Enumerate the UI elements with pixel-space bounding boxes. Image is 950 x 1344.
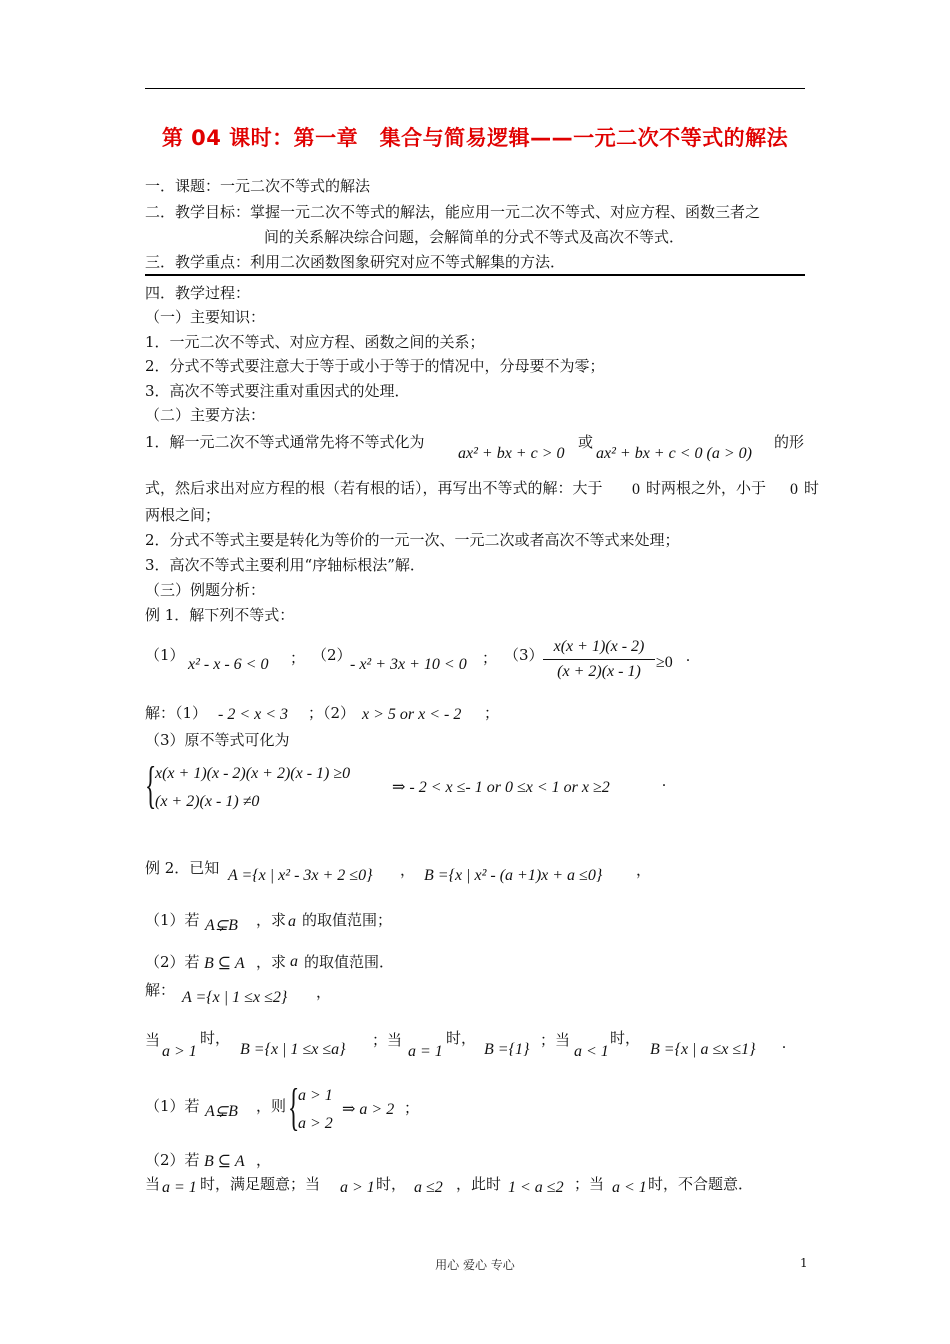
ex2-solution-set-a-end: ， [316, 983, 332, 1001]
ex2-answer-2-end: ， [256, 1151, 272, 1169]
knowledge-item-3: 3．高次不等式要注重对重因式的处理． [145, 382, 410, 400]
system-line-1: x(x + 1)(x - 2)(x + 2)(x - 1) ≥0 [155, 765, 351, 782]
ex2-q1-relation: A⊊B [205, 917, 238, 934]
ex2-set-a: A ={x | x² - 3x + 2 ≤0} [228, 867, 373, 884]
case-when: 当 [145, 1031, 161, 1049]
method-2: 2．分式不等式主要是转化为等价的一元一次、一元二次或者高次不等式来处理； [145, 531, 680, 549]
ex1-problem-3-label: （3） [504, 646, 544, 664]
ex2-q1-end: 的取值范围； [302, 911, 393, 929]
example-1-heading: 例 1．解下列不等式： [145, 606, 295, 624]
ex2-answer-1-prefix: （1）若 [145, 1097, 200, 1115]
ex2-answer-2-prefix: （2）若 [145, 1151, 200, 1169]
fraction-denominator: (x + 2)(x - 1) [557, 663, 641, 680]
page-footer: 用心 爱心 专心 [435, 1258, 515, 1272]
ex1-system-result: ⇒ - 2 < x ≤- 1 or 0 ≤x < 1 or x ≥2 [392, 779, 610, 796]
case-separator-2: ；当 [540, 1031, 571, 1049]
topic-line: 一．课题：一元二次不等式的解法 [145, 177, 371, 195]
ex2-answer-1-relation: A⊊B [205, 1103, 238, 1120]
case-separator-1: ；当 [372, 1031, 403, 1049]
methods-heading: （二）主要方法： [145, 406, 266, 424]
case-1-time: 时， [200, 1029, 231, 1047]
ex1-solution-2: x > 5 or x < - 2 [362, 706, 462, 723]
ex2-q1-var: a [288, 913, 296, 930]
knowledge-item-2: 2．分式不等式要注意大于等于或小于等于的情况中，分母要不为零； [145, 357, 605, 375]
ex2-answer-1-result: ⇒ a > 2 [342, 1101, 395, 1118]
case-3-time: 时， [610, 1029, 641, 1047]
ex2-solution-set-a: A ={x | 1 ≤x ≤2} [182, 989, 288, 1006]
goal-line-1: 二．教学目标：掌握一元二次不等式的解法，能应用一元二次不等式、对应方程、函数三者之 [145, 203, 761, 221]
ex1-problem-3-end: . [686, 648, 690, 665]
case-1-condition: a > 1 [162, 1043, 197, 1060]
system-brace: { [288, 1079, 300, 1136]
case-2-set: B ={1} [484, 1041, 530, 1058]
case-3-set: B ={x | a ≤x ≤1} [650, 1041, 756, 1058]
page-title: 第 04 课时：第一章 集合与简易逻辑——一元二次不等式的解法 [161, 126, 789, 150]
knowledge-item-1: 1．一元二次不等式、对应方程、函数之间的关系； [145, 333, 485, 351]
last-line-cond-3: a ≤2 [414, 1179, 443, 1196]
fraction-numerator: x(x + 1)(x - 2) [553, 638, 645, 655]
ex2-q2-mid: ，求 [256, 953, 287, 971]
last-line-part-4: ，此时 [456, 1175, 502, 1193]
last-line-part-3: 时， [376, 1175, 407, 1193]
method-1-end: 的形 [774, 433, 805, 451]
last-line-cond-5: a < 1 [612, 1179, 647, 1196]
ex2-q2-prefix: （2）若 [145, 953, 200, 971]
zero-value-1: 0 [632, 481, 640, 498]
method-1-or: 或 [578, 433, 594, 451]
case-2-time: 时， [446, 1029, 477, 1047]
ex2-solution-label: 解： [145, 981, 176, 999]
last-line-part-1: 当 [145, 1175, 161, 1193]
method-1-math-1: ax² + bx + c > 0 [458, 445, 565, 462]
ex1-solution-end: ； [484, 704, 500, 722]
goal-line-2: 间的关系解决综合问题，会解简单的分式不等式及高次不等式． [264, 228, 685, 246]
ex2-answer-1-then: ，则 [256, 1097, 287, 1115]
ex1-solution-label: 解：（1） [145, 704, 208, 722]
last-line-cond-1: a = 1 [162, 1179, 197, 1196]
ex1-problem-2-label: （2） [312, 646, 352, 664]
ex2-q2-end: 的取值范围． [304, 953, 395, 971]
ex1-solution-separator: ；（2） [308, 704, 356, 722]
last-line-part-6: 时，不合题意． [648, 1175, 754, 1193]
ex1-separator-1: ； [290, 649, 306, 667]
ex2-q1-mid: ，求 [256, 911, 287, 929]
ex1-system-end: . [662, 773, 666, 790]
ex1-problem-1: x² - x - 6 < 0 [188, 656, 269, 673]
example-2-heading: 例 2．已知 [145, 859, 220, 877]
focus-line: 三．教学重点：利用二次函数图象研究对应不等式解集的方法． [145, 253, 566, 271]
method-1-line-2a: 式，然后求出对应方程的根（若有根的话），再写出不等式的解：大于 [145, 479, 603, 497]
system-line-2: (x + 2)(x - 1) ≠0 [155, 793, 260, 810]
ex1-problem-1-label: （1） [145, 646, 185, 664]
ex1-separator-2: ； [482, 649, 498, 667]
zero-value-2: 0 [790, 481, 798, 498]
ex1-solution-1: - 2 < x < 3 [218, 706, 289, 723]
top-rule [145, 88, 805, 89]
section-rule [145, 274, 805, 276]
ex1-problem-3-fraction [543, 638, 655, 681]
ex2-q2-relation: B ⊆ A [204, 955, 245, 972]
case-3-condition: a < 1 [574, 1043, 609, 1060]
method-1-intro: 1．解一元二次不等式通常先将不等式化为 [145, 433, 425, 451]
method-1-math-2: ax² + bx + c < 0 (a > 0) [596, 445, 752, 462]
ex1-solution-3-text: （3）原不等式可化为 [145, 731, 290, 749]
ex2-comma-1: ， [400, 861, 416, 879]
last-line-part-2: 时，满足题意；当 [200, 1175, 321, 1193]
system-line-2: a > 2 [298, 1115, 333, 1132]
examples-heading: （三）例题分析： [145, 581, 266, 599]
method-3: 3．高次不等式主要利用“序轴标根法”解． [145, 556, 425, 574]
method-1-line-2b: 时两根之外，小于 [646, 479, 767, 497]
process-heading: 四．教学过程： [145, 284, 251, 302]
ex2-answer-2-relation: B ⊆ A [204, 1153, 245, 1170]
ex1-problem-2: - x² + 3x + 10 < 0 [350, 656, 467, 673]
last-line-cond-4: 1 < a ≤2 [508, 1179, 564, 1196]
knowledge-heading: （一）主要知识： [145, 308, 266, 326]
last-line-cond-2: a > 1 [340, 1179, 375, 1196]
last-line-part-5: ；当 [574, 1175, 605, 1193]
ex2-answer-1-end: ； [404, 1099, 420, 1117]
ex2-q1-prefix: （1）若 [145, 911, 200, 929]
fraction-bar [543, 659, 655, 660]
ex2-set-b: B ={x | x² - (a +1)x + a ≤0} [424, 867, 603, 884]
case-end: . [782, 1035, 786, 1052]
ex1-problem-3-relation: ≥0 [656, 654, 673, 671]
system-brace: { [145, 757, 157, 814]
method-1-line-2c: 时 [804, 479, 820, 497]
ex2-q2-var: a [290, 953, 298, 970]
case-1-set: B ={x | 1 ≤x ≤a} [240, 1041, 346, 1058]
method-1-line-3: 两根之间； [145, 506, 221, 524]
system-line-1: a > 1 [298, 1087, 333, 1104]
page-number: 1 [800, 1256, 808, 1270]
case-2-condition: a = 1 [408, 1043, 443, 1060]
ex2-comma-2: ， [636, 861, 652, 879]
